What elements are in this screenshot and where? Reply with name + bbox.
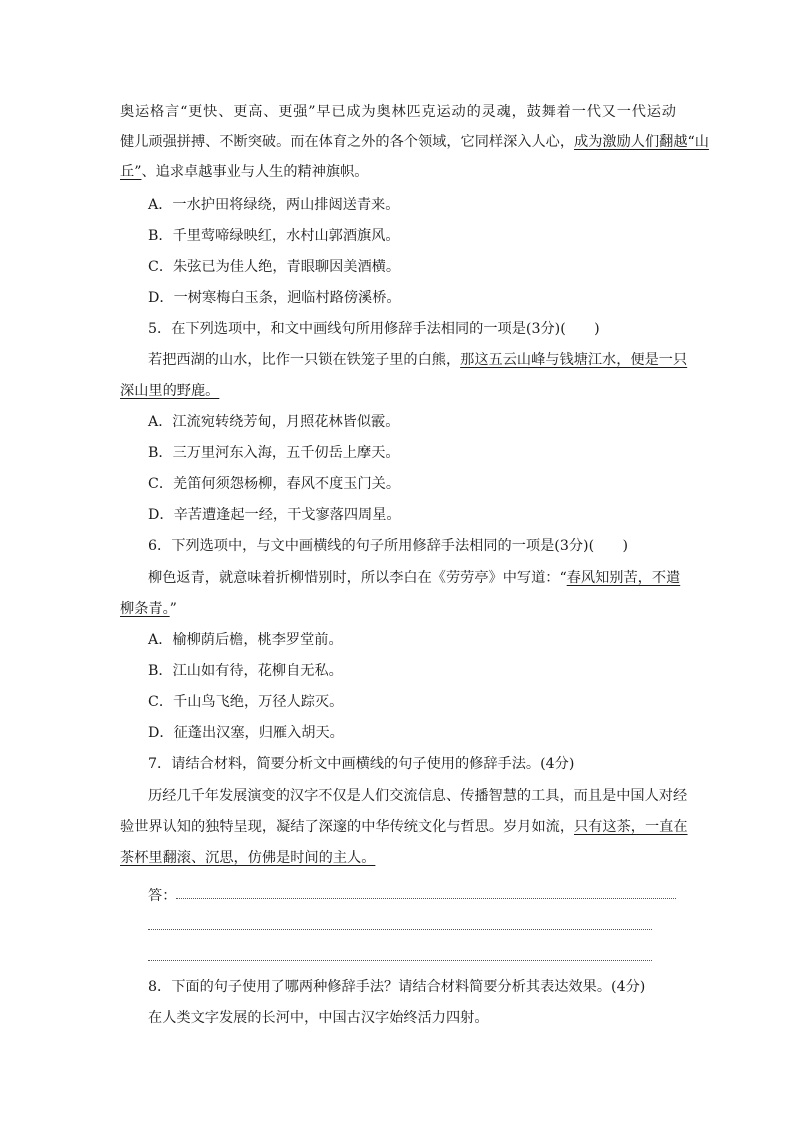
q5-passage-line2 [120, 381, 219, 401]
passage1-line3-text: 、追求卓越事业与人生的精神旗帜。 [141, 164, 369, 180]
q5-underlined-sentence: 那这五云山峰与钱塘江水，便是一只 [460, 352, 688, 368]
q7-underlined-end: 茶杯里翻滚、沉思，仿佛是时间的主人。 [120, 850, 376, 866]
q7-underlined-sentence: 只有这茶，一直在 [574, 819, 688, 835]
q6-option-d: D．征蓬出汉塞，归雁入胡天。 [148, 725, 344, 741]
answer-line-1[interactable] [176, 898, 676, 899]
q5-passage-text: 若把西湖的山水，比作一只锁在铁笼子里的白熊， [148, 352, 461, 368]
q6-option-a: A．榆柳荫后檐，桃李罗堂前。 [148, 632, 343, 648]
q6-option-c: C．千山鸟飞绝，万径人踪灭。 [148, 694, 344, 710]
q5-option-c: C．羌笛何须怨杨柳，春风不度玉门关。 [148, 476, 401, 492]
q6-closing-quote: ” [169, 601, 177, 617]
passage1-line2-text: 健儿顽强拼搏、不断突破。而在体育之外的各个领域，它同样深入人心， [120, 134, 575, 150]
q4-option-c: C．朱弦已为佳人绝，青眼聊因美酒横。 [148, 259, 401, 275]
q7-stem: 7．请结合材料，简要分析文中画横线的句子使用的修辞手法。(4分) [148, 756, 575, 772]
q5-option-a: A．江流宛转绕芳甸，月照花林皆似霰。 [148, 414, 400, 430]
q5-option-d: D．辛苦遭逢起一经，干戈寥落四周星。 [148, 507, 401, 523]
q6-stem: 6．下列选项中，与文中画横线的句子所用修辞手法相同的一项是(3分)( ) [148, 538, 629, 554]
q5-passage-line1 [148, 350, 687, 370]
passage1-underlined-sentence: 成为激励人们翻越“山 [574, 134, 709, 150]
q6-passage-text: 柳色返青，就意味着折柳惜别时，所以李白在《劳劳亭》中写道：“ [148, 570, 567, 586]
q6-passage-line2 [120, 599, 177, 619]
q6-underlined-sentence: 春风知别苦，不遣 [566, 570, 681, 586]
q4-option-b: B．千里莺啼绿映红，水村山郭酒旗风。 [148, 228, 400, 244]
answer-label: 答： [148, 888, 177, 904]
answer-line-2[interactable] [148, 929, 652, 930]
q5-stem: 5．在下列选项中，和文中画线句所用修辞手法相同的一项是(3分)( ) [148, 321, 600, 337]
q4-option-d: D．一树寒梅白玉条，迥临村路傍溪桥。 [148, 290, 401, 306]
passage1-line3 [120, 162, 368, 182]
q7-passage-text: 验世界认知的独特呈现，凝结了深邃的中华传统文化与哲思。岁月如流， [120, 819, 575, 835]
passage1-underlined-end: 丘” [120, 164, 142, 180]
q7-passage-line3 [120, 848, 375, 868]
answer-line-3[interactable] [148, 960, 652, 961]
q7-passage-line1: 历经几千年发展演变的汉字不仅是人们交流信息、传播智慧的工具，而且是中国人对经 [148, 788, 688, 804]
q6-option-b: B．江山如有待，花柳自无私。 [148, 663, 343, 679]
passage1-line2 [120, 132, 709, 152]
q5-underlined-end: 深山里的野鹿。 [120, 383, 220, 399]
passage1-line1: 奥运格言“更快、更高、更强”早已成为奥林匹克运动的灵魂，鼓舞着一代又一代运动 [120, 104, 676, 120]
q6-passage-line1 [148, 568, 680, 588]
q8-sentence: 在人类文字发展的长河中，中国古汉字始终活力四射。 [148, 1010, 489, 1026]
q7-passage-line2 [120, 817, 688, 837]
q8-stem: 8．下面的句子使用了哪两种修辞手法？请结合材料简要分析其表达效果。(4分) [148, 979, 646, 995]
q5-option-b: B．三万里河东入海，五千仞岳上摩天。 [148, 445, 400, 461]
q4-option-a: A．一水护田将绿绕，两山排闼送青来。 [148, 197, 400, 213]
q6-underlined-end: 柳条青。 [120, 601, 170, 617]
